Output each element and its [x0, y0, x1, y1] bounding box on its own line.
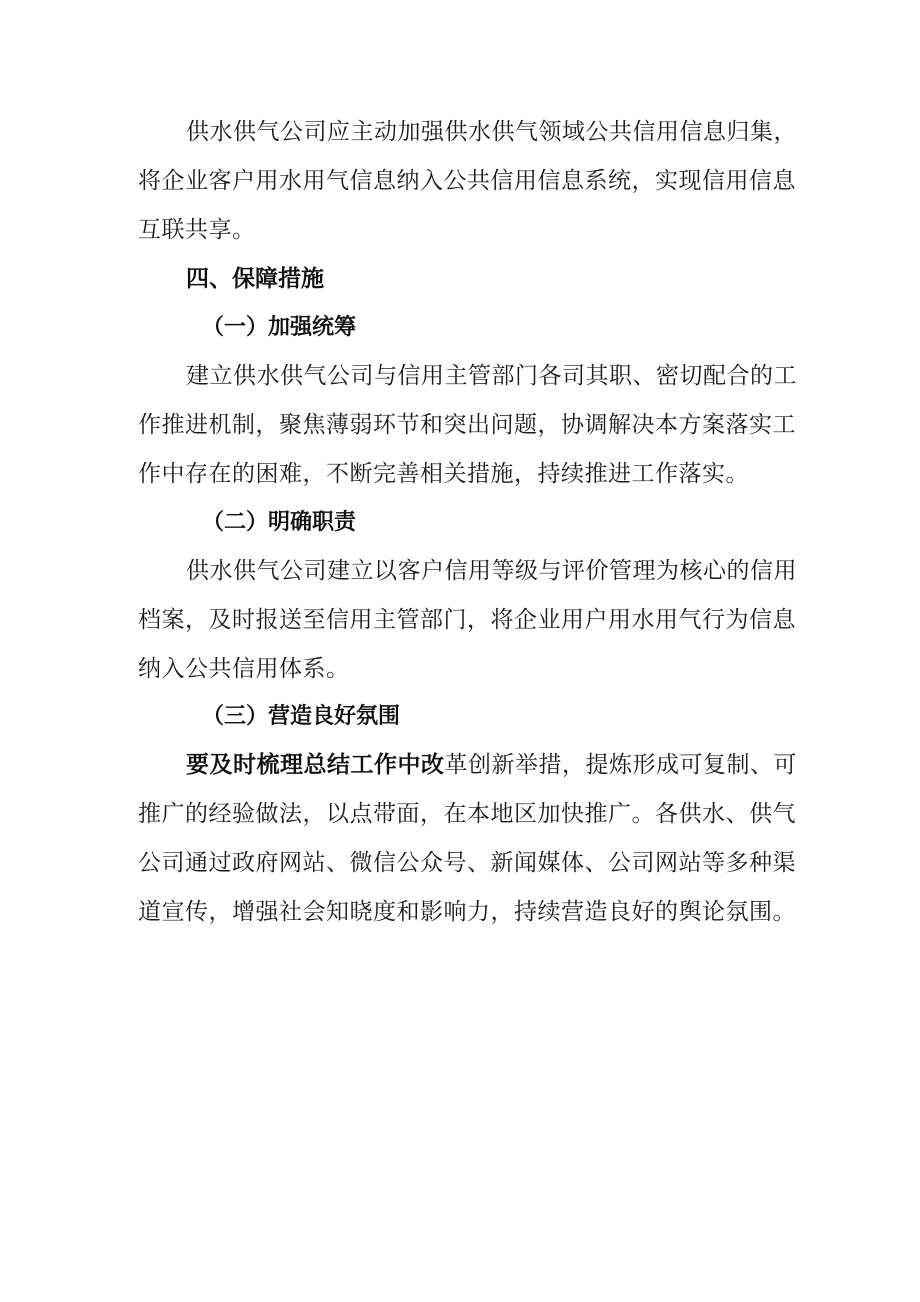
sub3-line-4: 道宣传，增强社会知晓度和影响力，持续营造良好的舆论氛围。 — [138, 899, 796, 925]
sub2-line-1: 供水供气公司建立以客户信用等级与评价管理为核心的信用 — [186, 558, 797, 584]
subheading-1: （一）加强统筹 — [202, 315, 357, 340]
sub3-line-1 — [186, 750, 797, 780]
sub3-line-2: 推广的经验做法，以点带面，在本地区加快推广。各供水、供气 — [138, 801, 796, 827]
sub3-line-3: 公司通过政府网站、微信公众号、新闻媒体、公司网站等多种渠 — [138, 850, 796, 876]
sub3-line-1-bold: 要及时梳理总结工作中改 — [186, 752, 445, 778]
sub1-line-1: 建立供水供气公司与信用主管部门各司其职、密切配合的工 — [186, 363, 797, 389]
subheading-2: （二）明确职责 — [202, 510, 357, 535]
sub2-line-3: 纳入公共信用体系。 — [138, 656, 350, 682]
paragraph-1-line-2: 将企业客户用水用气信息纳入公共信用信息系统，实现信用信息 — [138, 168, 796, 194]
paragraph-1-line-3: 互联共享。 — [138, 217, 256, 243]
sub1-line-2: 作推进机制，聚焦薄弱环节和突出问题，协调解决本方案落实工 — [138, 412, 796, 438]
subheading-3: （三）营造良好氛围 — [202, 704, 401, 729]
section-heading-4: 四、保障措施 — [186, 266, 324, 292]
paragraph-1-line-1: 供水供气公司应主动加强供水供气领域公共信用信息归集， — [186, 119, 797, 145]
sub2-line-2: 档案，及时报送至信用主管部门，将企业用户用水用气行为信息 — [138, 607, 796, 633]
sub1-line-3: 作中存在的困难，不断完善相关措施，持续推进工作落实。 — [138, 461, 749, 487]
sub3-line-1-rest: 革创新举措，提炼形成可复制、可 — [444, 752, 797, 778]
